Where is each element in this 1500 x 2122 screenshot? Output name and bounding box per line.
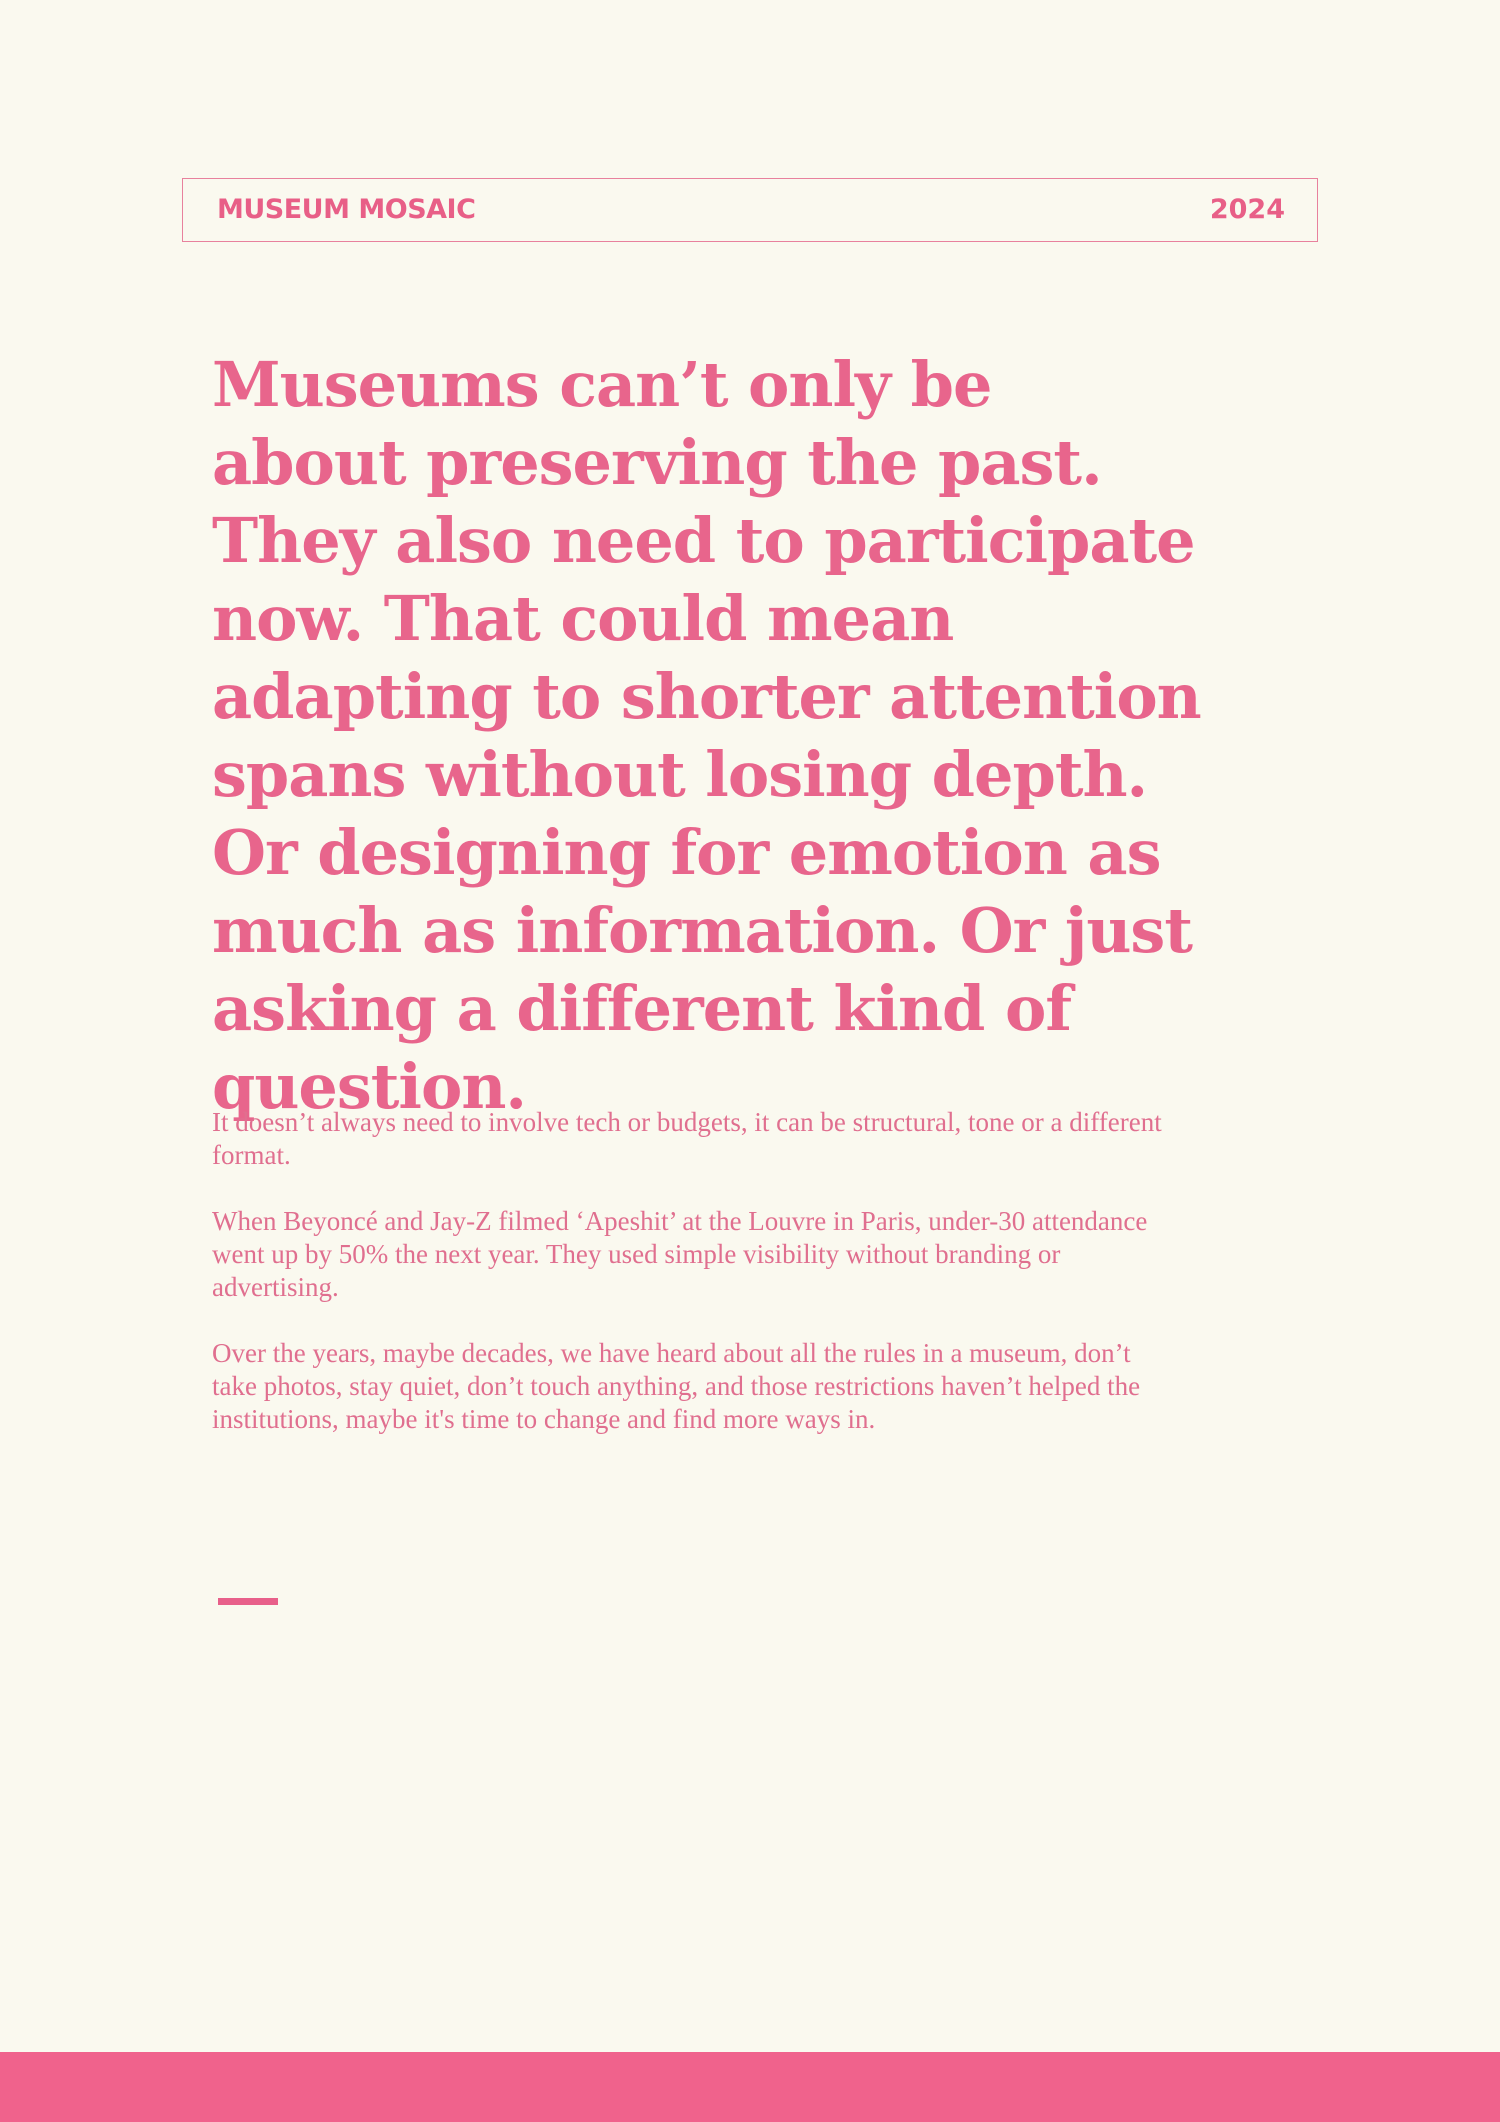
headline: Museums can’t only be about preserving the past. They also need to participate now. That could mean adapting to shorter attention spans without losing depth. Or designing for emotion as much as information. Or just asking a different kind of question. [212, 348, 1201, 1123]
brand-title: MUSEUM MOSAIC [217, 194, 476, 225]
footer-bar [0, 2052, 1500, 2122]
body-text [212, 1106, 1172, 1469]
paragraph: Over the years, maybe decades, we have heard about all the rules in a museum, don’t take photos, stay quiet, don’t touch anything, and those restrictions haven’t helped the institutions, maybe it's time to change and find more ways in. [212, 1338, 1141, 1434]
paragraph: It doesn’t always need to involve tech or budgets, it can be structural, tone or a different format. [212, 1107, 1162, 1170]
paragraph: When Beyoncé and Jay-Z filmed ‘Apeshit’ at the Louvre in Paris, under-30 attendance went up by 50% the next year. They used simple visibility without branding or advertising. [212, 1206, 1148, 1302]
header-box [182, 178, 1318, 242]
year-label: 2024 [1209, 194, 1285, 225]
accent-dash [218, 1598, 278, 1605]
